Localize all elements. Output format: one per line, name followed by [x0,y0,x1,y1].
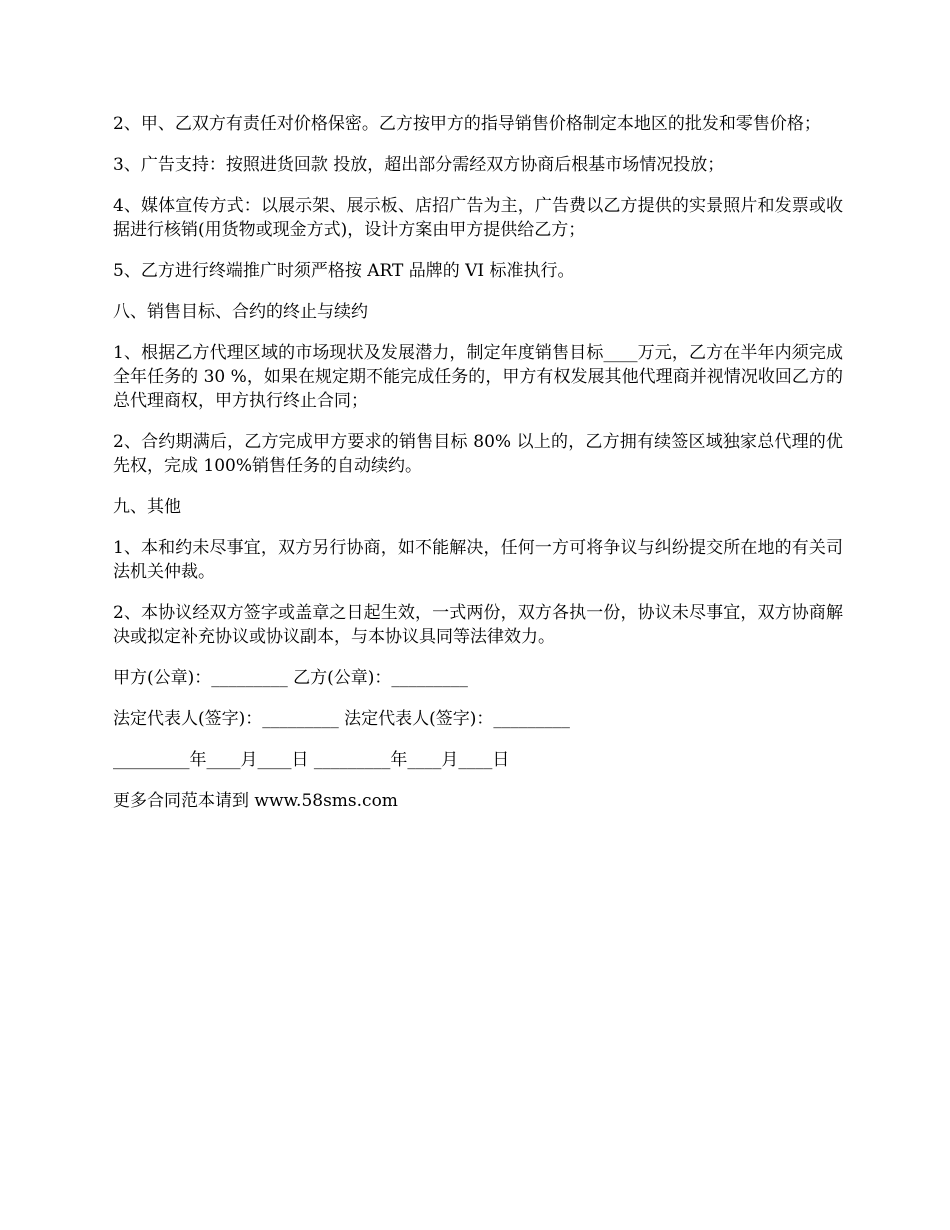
document-body [113,112,843,830]
clause-9-2-effectiveness: 2、本协议经双方签字或盖章之日起生效，一式两份，双方各执一份，协议未尽事宜，双方协商解决或拟定补充协议或协议副本，与本协议具同等法律效力。 [113,603,843,647]
clause-9-1-arbitration: 1、本和约未尽事宜，双方另行协商，如不能解决，任何一方可将争议与纠纷提交所在地的有关司法机关仲裁。 [113,538,843,582]
clause-7-3-advertising-support: 3、广告支持：按照进货回款 投放，超出部分需经双方协商后根基市场情况投放； [113,155,725,175]
footer-more-templates: 更多合同范本请到 www.58sms.com [113,791,398,811]
clause-7-2-price-confidentiality: 2、甲、乙双方有责任对价格保密。乙方按甲方的指导销售价格制定本地区的批发和零售价格； [113,114,821,134]
clause-7-4-media-promotion: 4、媒体宣传方式：以展示架、展示板、店招广告为主，广告费以乙方提供的实景照片和发票或收据进行核销(用货物或现金方式)，设计方案由甲方提供给乙方； [113,196,843,240]
clause-7-5-vi-standard: 5、乙方进行终端推广时须严格按 ART 品牌的 VI 标准执行。 [113,261,575,281]
section-heading-8: 八、销售目标、合约的终止与续约 [113,302,368,322]
clause-8-2-renewal: 2、合约期满后，乙方完成甲方要求的销售目标 80% 以上的，乙方拥有续签区域独家总代理的优先权，完成 100%销售任务的自动续约。 [113,432,843,476]
signature-representative-line: 法定代表人(签字)：_________ 法定代表人(签字)：_________ [113,709,570,729]
signature-seal-line: 甲方(公章)：_________ 乙方(公章)：_________ [113,668,468,688]
clause-8-1-sales-target: 1、根据乙方代理区域的市场现状及发展潜力，制定年度销售目标____万元，乙方在半年内须完成全年任务的 30 %，如果在规定期不能完成任务的，甲方有权发展其他代理商并视情况收回乙方的总代理商权，甲方执行终止合同； [113,343,843,411]
signature-date-line: _________年____月____日 _________年____月____日 [113,750,510,770]
section-heading-9: 九、其他 [113,497,181,517]
